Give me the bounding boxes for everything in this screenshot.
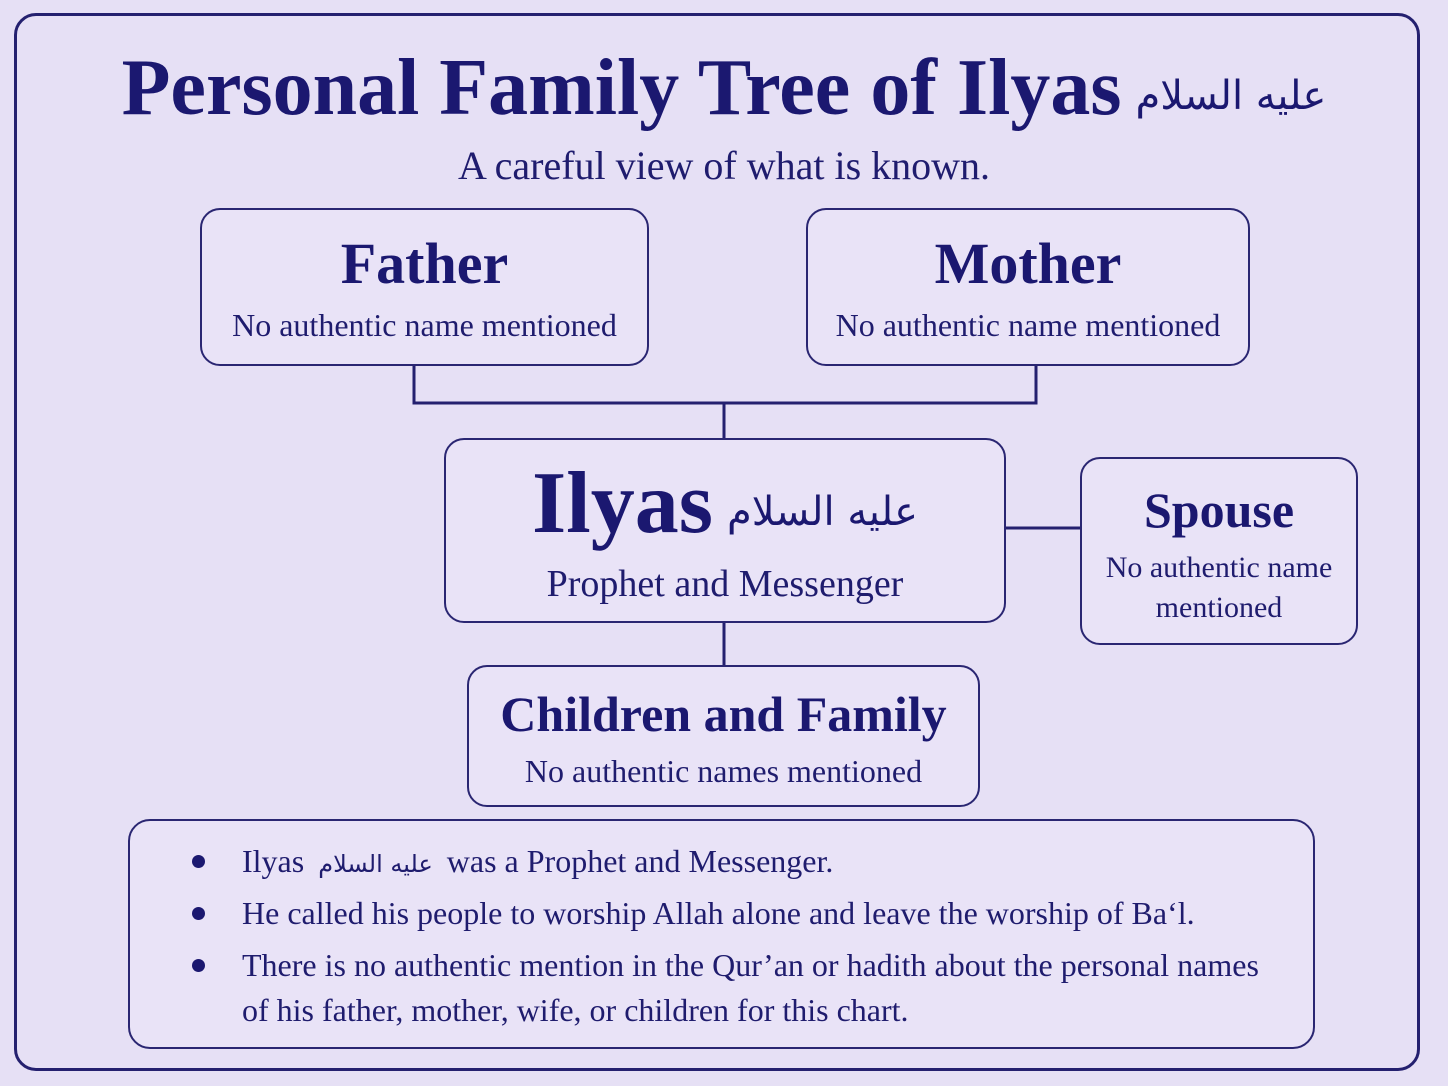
father-note: No authentic name mentioned	[232, 306, 617, 343]
title-text: Personal Family Tree of Ilyas	[121, 44, 1122, 132]
note-text-1	[242, 839, 1282, 887]
title-honorific: عليه السلام	[1135, 72, 1327, 119]
ilyas-honorific: عليه السلام	[726, 488, 918, 535]
ilyas-node	[444, 438, 1006, 623]
page-subtitle: A careful view of what is known.	[457, 143, 991, 188]
ilyas-role: Prophet and Messenger	[546, 562, 904, 605]
spouse-node	[1080, 457, 1358, 645]
children-node	[467, 665, 980, 807]
spouse-note-line2: mentioned	[1155, 591, 1283, 624]
parents-connector	[414, 366, 1036, 403]
spouse-note-line1: No authentic name	[1105, 551, 1333, 584]
ilyas-name-line	[446, 454, 1004, 562]
mother-heading: Mother	[934, 231, 1122, 296]
note-1-rest: was a Prophet and Messenger.	[446, 843, 834, 879]
note-1-honorific: عليه السلام	[318, 850, 433, 878]
spouse-heading: Spouse	[1143, 482, 1295, 538]
note-text-3: There is no authentic mention in the Qur’an or hadith about the personal names of his father, mother, wife, or children for this chart.	[242, 947, 1259, 1028]
father-node	[200, 208, 649, 366]
children-heading: Children and Family	[500, 686, 947, 742]
father-heading: Father	[340, 231, 509, 296]
note-1-name: Ilyas	[242, 843, 305, 879]
children-note: No authentic names mentioned	[524, 753, 923, 789]
spouse-note	[1082, 548, 1356, 628]
notes-box	[128, 819, 1315, 1049]
bullet-dot	[192, 855, 205, 868]
ilyas-name: Ilyas	[532, 455, 713, 552]
mother-node	[806, 208, 1250, 366]
bullet-dot	[192, 959, 205, 972]
bullet-dot	[192, 907, 205, 920]
mother-note: No authentic name mentioned	[835, 306, 1221, 343]
note-text-2: He called his people to worship Allah alone and leave the worship of Ba‘l.	[242, 895, 1195, 931]
